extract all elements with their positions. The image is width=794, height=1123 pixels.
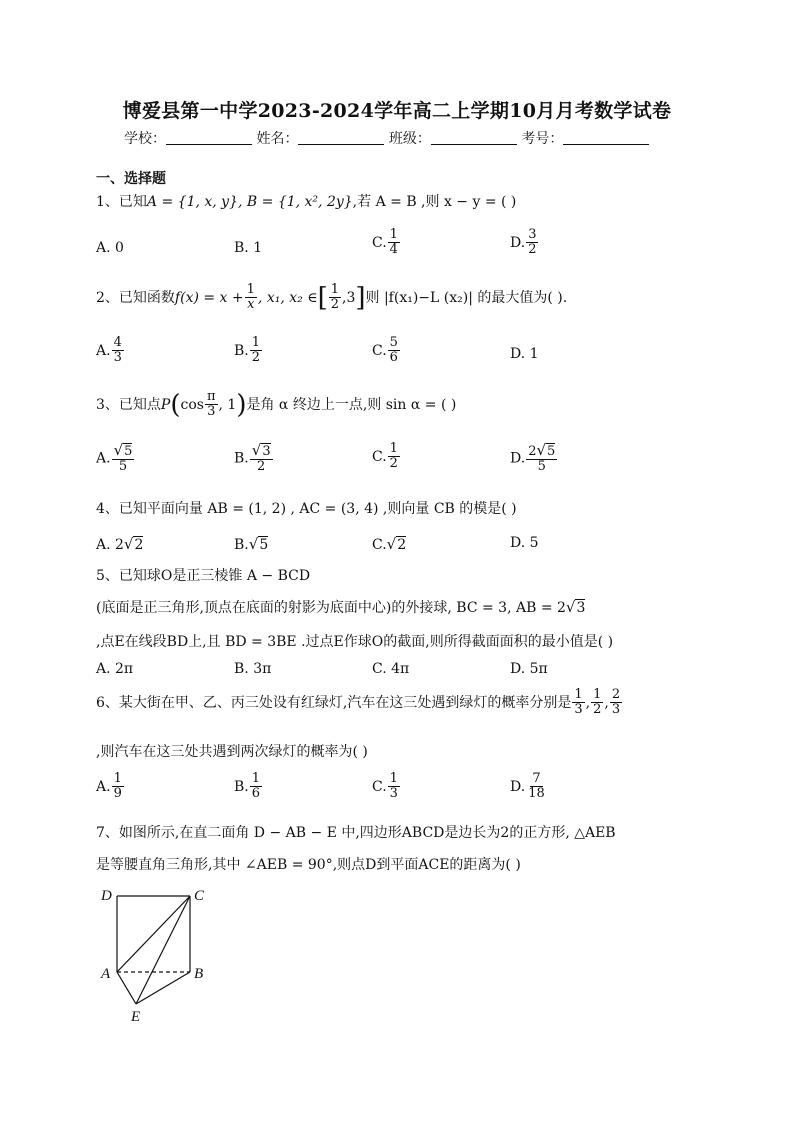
label: B. (234, 778, 249, 795)
school-label: 学校： (124, 131, 166, 147)
label: B. (234, 342, 249, 359)
right-paren: ) (236, 389, 247, 420)
id-label: 考号： (521, 131, 564, 147)
q3-option-c (372, 442, 401, 472)
frac (250, 772, 262, 802)
label-e: E (131, 1009, 141, 1024)
label: C. (372, 342, 387, 359)
num: 1 (593, 687, 602, 702)
q2-func-frac (245, 283, 257, 313)
den: 2 (593, 702, 602, 718)
num: 2 (611, 687, 621, 702)
frac-1 (572, 688, 584, 718)
question-4: 4、已知平面向量 AB = (1, 2) , AC = (3, 4) ,则向量 CB 的模是( ) (96, 501, 517, 517)
frac (526, 442, 557, 475)
text: 6、某大街在甲、乙、丙三处设有红绿灯,汽车在这三处遇到绿灯的概率分别是 (96, 694, 572, 711)
den: 6 (251, 786, 261, 802)
label: A. (96, 450, 111, 467)
q2-prefix: 2、已知函数 (96, 289, 175, 306)
den: 3 (389, 786, 398, 802)
num: 4 (113, 335, 122, 350)
label: B. (234, 450, 249, 467)
coef: 2 (528, 444, 537, 459)
label-b: B (194, 966, 204, 982)
section-heading: 一、选择题 (96, 171, 166, 187)
frac (526, 772, 547, 802)
label: D. (510, 450, 526, 467)
label: C. (372, 778, 387, 795)
question-7-line-1: 7、如图所示,在直二面角 D − AB − E 中,四边形ABCD是边长为2的正方形, △AEB (96, 825, 616, 841)
q3-text: 是角 α 终边上一点,则 sin α = ( ) (246, 396, 457, 413)
label: D. (510, 778, 526, 795)
radicand: 2 (397, 537, 407, 553)
label: B. (234, 537, 249, 553)
frac (388, 442, 400, 472)
q5-option-a: A. 2π (96, 661, 134, 677)
q3-option-b (234, 442, 274, 475)
q1-option-d (510, 228, 539, 258)
q5-option-d: D. 5π (510, 661, 548, 677)
q5-option-c: C. 4π (372, 661, 410, 677)
frac (112, 442, 135, 475)
radicand: 3 (576, 600, 586, 616)
edge-ae (117, 972, 136, 1004)
label: A. (96, 778, 111, 795)
den: 18 (528, 786, 545, 802)
left-paren: ( (170, 389, 181, 420)
label: A. 2 (96, 537, 124, 553)
num: 7 (532, 771, 541, 786)
num: π (206, 389, 216, 404)
info-row (124, 128, 649, 148)
q1-option-c (372, 228, 401, 258)
q3-point: P (160, 396, 171, 413)
q1-option-a: A. 0 (96, 240, 124, 256)
frac (112, 336, 124, 366)
label-d: D (101, 888, 112, 904)
num: 1 (389, 227, 398, 242)
q2-option-b (234, 336, 263, 366)
question-1 (96, 191, 516, 211)
den: 3 (611, 702, 621, 718)
radicand: 2 (134, 537, 144, 553)
num: 1 (330, 282, 339, 297)
q1-d-label: D. (510, 234, 526, 251)
q2-option-c (372, 336, 401, 366)
class-label: 班级： (388, 131, 431, 147)
q4-option-d: D. 5 (510, 535, 539, 551)
q1-set-a: A = {1, x, y} (146, 194, 238, 210)
num: √5 (113, 441, 133, 459)
class-blank (431, 130, 517, 145)
frac (250, 336, 262, 366)
school-blank (166, 130, 252, 145)
q1-set-b: , B = {1, x², 2y} (238, 194, 353, 210)
den: 5 (118, 459, 128, 475)
q4-option-c: C.√2 (372, 535, 407, 553)
question-5-line-1: 5、已知球O是正三棱锥 A − BCD (96, 568, 311, 584)
frac-2 (591, 688, 603, 718)
text: (底面是正三角形,顶点在底面的射影为底面中心)的外接球, BC = 3, AB = 2 (96, 600, 566, 616)
den: 3 (574, 702, 583, 718)
dihedral-figure (100, 884, 220, 1024)
frac-3 (610, 688, 622, 718)
label: C. (372, 448, 387, 465)
q3-option-d (510, 442, 558, 475)
q2-text: 则 |f(x₁)−L (x₂)| 的最大值为( ). (365, 289, 568, 306)
q3-option-a (96, 442, 135, 475)
num: 2√5 (528, 441, 556, 459)
label: C. (372, 537, 387, 553)
q2-option-d: D. 1 (510, 346, 539, 362)
den: 2 (257, 459, 266, 475)
q5-option-b: B. 3π (234, 661, 272, 677)
den: 3 (207, 404, 216, 420)
q3-y: , 1 (218, 396, 237, 413)
den: 3 (113, 350, 122, 366)
question-3 (96, 390, 456, 420)
question-5-line-3: ,点E在线段BD上,且 BD = 3BE .过点E作球O的截面,则所得截面面积的最小值是( ) (96, 634, 614, 650)
frac (388, 772, 400, 802)
q1-d-frac (526, 228, 538, 258)
radicand: 5 (547, 444, 556, 459)
den: 9 (113, 786, 122, 802)
question-7-line-2: 是等腰直角三角形,其中 ∠AEB = 90°,则点D到平面ACE的距离为( ) (96, 857, 521, 873)
q1-option-b: B. 1 (234, 240, 263, 256)
den: 5 (537, 459, 546, 475)
q6-option-c (372, 772, 401, 802)
num: 1 (251, 771, 261, 786)
question-5-line-2: (底面是正三角形,顶点在底面的射影为底面中心)的外接球, BC = 3, AB = 2√3 (96, 598, 586, 616)
question-6-line-1: 6、某大街在甲、乙、丙三处设有红绿灯,汽车在这三处遇到绿灯的概率分别是 $\frac{1}{3}$ , $\frac{1}{2}$ , $\frac{2}{3}$ (96, 687, 621, 718)
name-blank (298, 130, 384, 145)
radicand: 5 (259, 537, 269, 553)
num: √3 (251, 441, 271, 459)
den: x (247, 297, 255, 313)
left-bracket: [ (317, 282, 328, 313)
right-bracket: ] (355, 282, 366, 313)
radicand: 3 (262, 444, 271, 459)
num: 1 (389, 771, 398, 786)
page-title: 博爱县第一中学2023-2024学年高二上学期10月月考数学试卷 (122, 100, 672, 122)
q2-option-a (96, 336, 125, 366)
q3-angle-frac (205, 390, 218, 420)
q3-cos: cos (180, 396, 204, 413)
num: 5 (389, 335, 398, 350)
num: 1 (574, 687, 583, 702)
q3-prefix: 3、已知点 (96, 396, 161, 413)
den: 2 (330, 297, 339, 313)
radicand: 5 (124, 444, 133, 459)
q2-func: f(x) = x + (174, 289, 244, 306)
q1-c-frac (388, 228, 400, 258)
frac (388, 336, 400, 366)
q6-option-d (510, 772, 548, 802)
num: 1 (113, 771, 122, 786)
id-blank (563, 130, 649, 145)
q6-option-a (96, 772, 125, 802)
question-6-line-2: ,则汽车在这三处共遇到两次绿灯的概率为( ) (96, 744, 368, 760)
den: 6 (389, 350, 398, 366)
frac (112, 772, 124, 802)
den: 2 (528, 242, 537, 258)
den: 2 (389, 456, 398, 472)
num: 1 (251, 335, 261, 350)
label: A. (96, 342, 111, 359)
q4-option-b: B.√5 (234, 535, 269, 553)
q2-interval-frac (329, 283, 341, 313)
label-a: A (101, 966, 111, 982)
num: 3 (528, 227, 537, 242)
q1-c-label: C. (372, 234, 387, 251)
q4-option-a: A. 2√2 (96, 535, 144, 553)
q1-text: ,若 A = B ,则 x − y = ( ) (352, 194, 517, 210)
den: 4 (389, 242, 398, 258)
q1-number: 1、已知 (96, 194, 147, 210)
q2-interval-end: ,3 (342, 289, 356, 306)
num: 1 (246, 282, 255, 297)
q6-option-b (234, 772, 263, 802)
num: 1 (389, 441, 398, 456)
den: 2 (251, 350, 261, 366)
q2-domain: , x₁, x₂ ∈ (257, 289, 318, 306)
edge-ac (117, 896, 190, 972)
question-2 (96, 283, 567, 313)
label-c: C (194, 888, 205, 904)
name-label: 姓名： (256, 131, 299, 147)
frac (250, 442, 273, 475)
